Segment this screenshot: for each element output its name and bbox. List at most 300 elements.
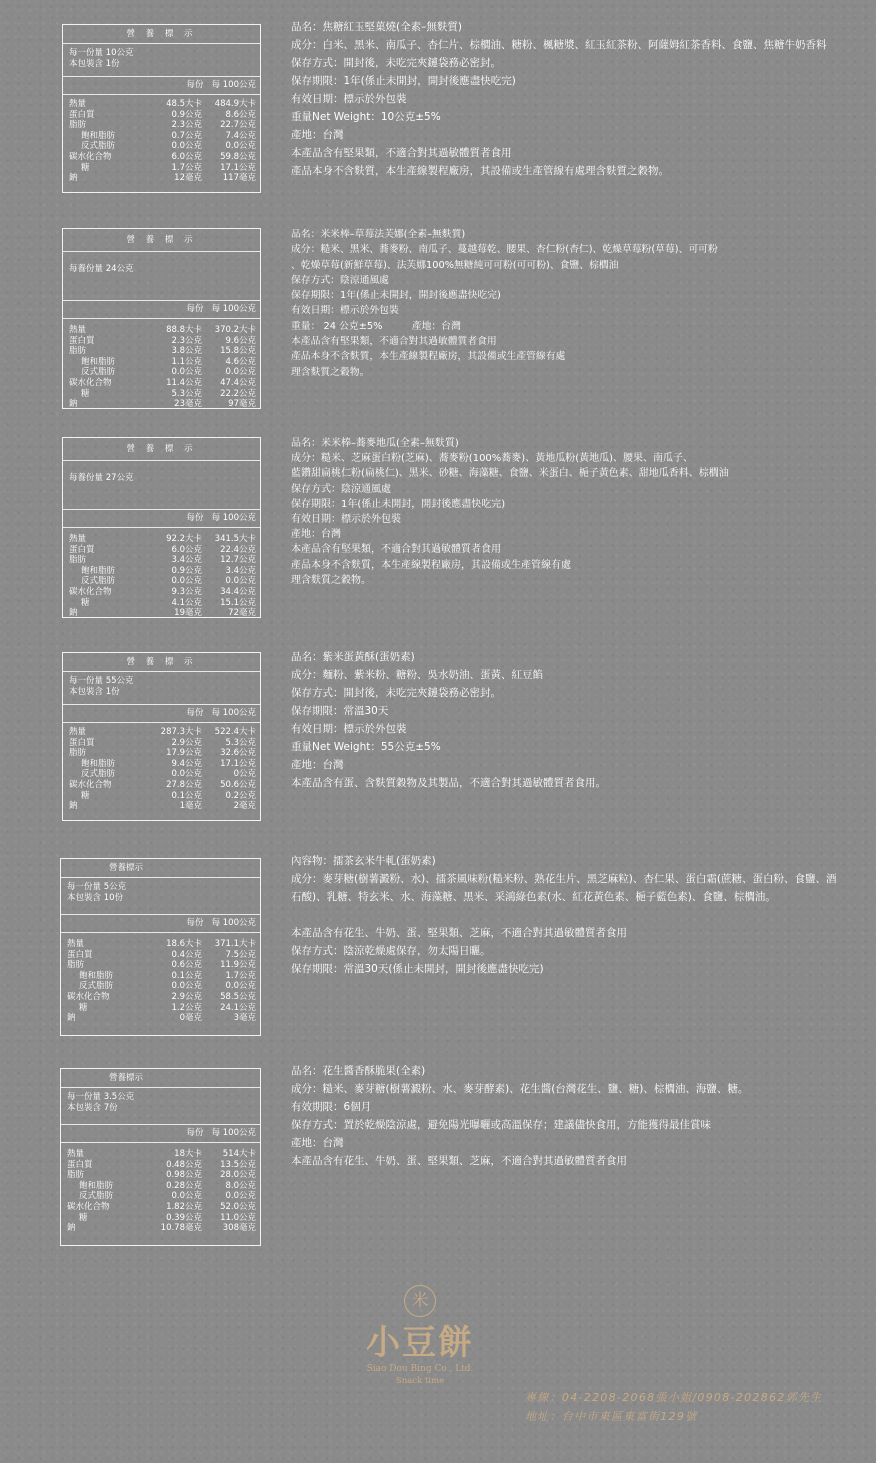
description-line: 品名：花生醬香酥脆果(全素): [291, 1065, 426, 1077]
nutrient-per-100g: 0.0公克: [225, 367, 256, 378]
serving-size: 每養份量 27公克: [69, 473, 134, 483]
nutrient-per-serving: 0.28公克: [166, 1180, 202, 1191]
nutrient-name: 糖: [79, 1212, 88, 1223]
nutrition-label: [62, 228, 261, 409]
nutrition-row: [69, 163, 256, 174]
nutrient-per-serving: 88.8大卡: [166, 325, 202, 335]
nutrition-row: [69, 545, 256, 556]
nutrition-row: [67, 1170, 256, 1181]
nutrient-per-serving: 0.48公克: [166, 1159, 202, 1170]
nutrient-per-serving: 23毫克: [174, 399, 202, 410]
nutrient-name: 反式脂肪: [81, 141, 116, 152]
nutrition-serving: [61, 1088, 260, 1125]
nutrient-name: 飽和脂肪: [81, 356, 116, 367]
nutrient-name: 糖: [79, 1002, 88, 1013]
nutrition-row: [69, 110, 256, 121]
nutrition-row: [69, 759, 256, 770]
nutrient-per-100g: 3毫克: [233, 1013, 256, 1024]
brand-tagline: Snack time: [395, 1376, 445, 1386]
nutrient-name: 蛋白質: [69, 109, 95, 120]
description-line: 成分：糙米、芝麻蛋白粉(芝麻)、蕎麥粉(100%蕎麥)、黃地瓜粉(黃地瓜)、腰果、南瓜子、: [291, 453, 693, 465]
nutrient-name: 鈉: [69, 801, 78, 812]
nutrient-name: 反式脂肪: [81, 576, 116, 587]
product-description: [291, 227, 861, 380]
nutrition-rows: [61, 933, 260, 1027]
nutrient-per-100g: 308毫克: [222, 1223, 256, 1234]
nutrition-row: [67, 1191, 256, 1202]
nutrient-per-serving: 0.1公克: [171, 790, 202, 801]
nutrient-name: 碳水化合物: [67, 1201, 110, 1212]
nutrition-row: [69, 367, 256, 378]
nutrient-per-serving: 0.0公克: [171, 576, 202, 587]
nutrient-per-100g: 24.1公克: [220, 1002, 256, 1013]
nutrient-name: 鈉: [69, 173, 78, 184]
nutrient-name: 脂肪: [69, 346, 87, 357]
nutrient-per-100g: 12.7公克: [220, 555, 256, 566]
nutrition-row: [69, 566, 256, 577]
nutrient-name: 蛋白質: [69, 737, 95, 748]
nutrient-per-100g: 117毫克: [222, 173, 256, 184]
nutrition-title: 營 養 標 示: [63, 229, 260, 252]
nutrition-serving: [63, 44, 260, 77]
nutrient-per-100g: 7.5公克: [225, 949, 256, 960]
nutrient-per-serving: 0.0公克: [171, 367, 202, 378]
col-per-100g: 每 100公克: [211, 304, 256, 314]
nutrition-header: [63, 301, 260, 319]
brand-english-name: Siao Dou Bing Co., Ltd.: [366, 1364, 474, 1374]
col-per-100g: 每 100公克: [211, 80, 256, 90]
nutrient-name: 反式脂肪: [81, 769, 116, 780]
nutrient-name: 反式脂肪: [79, 981, 114, 992]
nutrient-name: 蛋白質: [67, 1159, 93, 1170]
brand-name: 小豆餅: [366, 1323, 474, 1363]
col-per-100g: 每 100公克: [211, 513, 256, 523]
nutrient-per-serving: 3.8公克: [171, 346, 202, 357]
col-per-serving: 每份: [186, 513, 204, 523]
nutrition-row: [69, 534, 256, 545]
description-line: 產品本身不含麩質，本生產線製程廠房，其設備或生產管線有處: [291, 559, 571, 571]
nutrient-per-100g: 0.2公克: [225, 790, 256, 801]
contact-address: 地址：台中市東區東富街129號: [525, 1410, 698, 1423]
nutrient-per-100g: 17.1公克: [220, 758, 256, 769]
nutrient-name: 碳水化合物: [67, 991, 110, 1002]
nutrient-per-100g: 34.4公克: [220, 586, 256, 597]
nutrition-row: [69, 576, 256, 587]
nutrition-row: [67, 1213, 256, 1224]
nutrition-row: [69, 598, 256, 609]
nutrient-per-100g: 50.6公克: [220, 779, 256, 790]
servings-per-package: 本包裝含 1份: [69, 59, 120, 69]
col-per-100g: 每 100公克: [211, 1128, 256, 1138]
nutrient-per-serving: 0.7公克: [171, 130, 202, 141]
description-line: 成分：糙米、麥芽糖(樹薯澱粉、水、麥芽酵素)、花生醬(台灣花生、鹽、糖)、棕櫚油、海鹽、糖。: [291, 1083, 749, 1095]
nutrient-per-100g: 1.7公克: [225, 970, 256, 981]
nutrient-per-serving: 287.3大卡: [160, 727, 202, 737]
nutrient-per-serving: 1.2公克: [171, 1002, 202, 1013]
nutrient-per-100g: 7.4公克: [225, 130, 256, 141]
description-line: 品名：米米棒–蕎麥地瓜(全素–無麩質): [291, 438, 459, 449]
nutrition-row: [69, 608, 256, 619]
description-line: 重量： 24 公克±5% 產地：台灣: [291, 320, 461, 332]
nutrient-name: 熱量: [69, 325, 87, 335]
product-description: [291, 852, 861, 978]
nutrition-row: [67, 950, 256, 961]
description-line: 重量Net Weight：10公克±5%: [291, 111, 441, 123]
description-line: 成分：糙米、黑米、蕎麥粉、南瓜子、蔓越莓乾、腰果、杏仁粉(杏仁)、乾燥草莓粉(草莓)、可可粉: [291, 244, 718, 256]
col-per-serving: 每份: [186, 708, 204, 718]
nutrient-per-serving: 1毫克: [179, 801, 202, 812]
description-line: 保存期限：常溫30天(係止未開封，開封後應盡快吃完): [291, 963, 544, 975]
description-line: 保存期限：1年(係止未開封，開封後應盡快吃完): [291, 290, 501, 302]
nutrient-name: 脂肪: [67, 960, 85, 971]
description-line: 保存期限：1年(係止未開封，開封後應盡快吃完): [291, 498, 506, 510]
nutrient-name: 飽和脂肪: [81, 565, 116, 576]
brand-logo: [345, 1285, 495, 1387]
nutrient-per-100g: 15.8公克: [220, 346, 256, 357]
nutrient-per-serving: 6.0公克: [171, 544, 202, 555]
nutrition-row: [69, 173, 256, 184]
description-line: 品名：紫米蛋黃酥(蛋奶素): [291, 651, 415, 663]
description-line: 有效期限：6個月: [291, 1101, 372, 1113]
nutrition-title: 營 養 標 示: [63, 25, 260, 44]
nutrient-per-100g: 58.5公克: [220, 991, 256, 1002]
nutrient-per-serving: 19毫克: [174, 608, 202, 619]
nutrient-per-serving: 2.3公克: [171, 335, 202, 346]
col-per-serving: 每份: [186, 80, 204, 90]
nutrition-row: [67, 939, 256, 950]
nutrition-header: [63, 510, 260, 528]
nutrition-row: [69, 346, 256, 357]
nutrient-name: 飽和脂肪: [79, 1180, 114, 1191]
nutrient-per-serving: 0.0公克: [171, 981, 202, 992]
col-per-serving: 每份: [186, 304, 204, 314]
nutrient-per-serving: 0.9公克: [171, 109, 202, 120]
nutrition-row: [67, 1149, 256, 1160]
nutrient-name: 鈉: [69, 399, 78, 410]
nutrition-serving: [63, 461, 260, 510]
description-line: 石酸)、乳糖、特玄米、水、海藻糖、黑米、采鴻綠色素(水、紅花黃色素、梔子藍色素)、食鹽、棕櫚油。: [291, 891, 776, 903]
description-line: 本產品含有蛋、含麩質穀物及其製品，不適合對其過敏體質者食用。: [291, 777, 606, 789]
nutrient-name: 鈉: [67, 1013, 76, 1024]
description-line: 本產品含有堅果類，不適合對其過敏體質者食用: [291, 147, 512, 159]
nutrient-per-100g: 484.9大卡: [214, 99, 256, 109]
nutrient-per-100g: 13.5公克: [220, 1159, 256, 1170]
col-per-100g: 每 100公克: [211, 918, 256, 928]
description-line: 內容物：擂茶玄米牛軋(蛋奶素): [291, 855, 436, 867]
nutrition-row: [69, 389, 256, 400]
servings-per-package: 本包裝含 10份: [67, 893, 124, 903]
nutrition-row: [67, 1003, 256, 1014]
nutrient-per-serving: 9.4公克: [171, 758, 202, 769]
nutrient-name: 糖: [81, 597, 90, 608]
nutrient-name: 飽和脂肪: [79, 970, 114, 981]
nutrient-name: 熱量: [67, 1149, 85, 1159]
nutrient-name: 糖: [81, 388, 90, 399]
description-line: 產品本身不含麩質，本生產線製程廠房，其設備或生產管線有處理含麩質之穀物。: [291, 165, 669, 177]
nutrition-row: [69, 131, 256, 142]
description-line: 保存方式：開封後，未吃完夾鏈袋務必密封。: [291, 57, 501, 69]
nutrition-rows: [63, 319, 260, 413]
nutrient-per-100g: 52.0公克: [220, 1201, 256, 1212]
description-line: 產地：台灣: [291, 529, 341, 541]
nutrition-row: [69, 791, 256, 802]
nutrient-per-serving: 4.1公克: [171, 597, 202, 608]
nutrient-per-serving: 0.6公克: [171, 960, 202, 971]
nutrient-per-serving: 0.0公克: [171, 141, 202, 152]
nutrition-row: [67, 992, 256, 1003]
nutrition-rows: [61, 1143, 260, 1237]
nutrient-per-100g: 72毫克: [228, 608, 256, 619]
nutrient-name: 脂肪: [69, 555, 87, 566]
description-line: 品名：焦糖紅玉堅菓燒(全素–無麩質): [291, 21, 462, 33]
description-line: 藍鑽甜扁桃仁粉(扁桃仁)、黑米、砂糖、海藻糖、食鹽、米蛋白、梔子黃色素、甜地瓜香料、棕櫚油: [291, 468, 729, 480]
description-line: 本產品含有堅果類，不適合對其過敏體質者食用: [291, 336, 497, 348]
nutrient-name: 熱量: [69, 727, 87, 737]
nutrient-per-serving: 18大卡: [174, 1149, 202, 1159]
nutrient-name: 鈉: [67, 1223, 76, 1234]
nutrition-title: 營 養 標 示: [63, 653, 260, 672]
nutrient-name: 碳水化合物: [69, 377, 112, 388]
nutrient-name: 熱量: [67, 939, 85, 949]
nutrient-name: 脂肪: [67, 1170, 85, 1181]
nutrient-per-100g: 22.2公克: [220, 388, 256, 399]
product-description: [291, 436, 861, 588]
nutrition-row: [67, 1181, 256, 1192]
description-line: 產地：台灣: [291, 759, 344, 771]
nutrition-rows: [63, 723, 260, 815]
description-line: 本產品含有堅果類，不適合對其過敏體質者食用: [291, 544, 501, 556]
nutrient-per-100g: 514大卡: [222, 1149, 256, 1159]
nutrient-name: 鈉: [69, 608, 78, 619]
nutrition-row: [69, 727, 256, 738]
nutrient-per-100g: 0.0公克: [225, 576, 256, 587]
nutrient-name: 脂肪: [69, 120, 87, 131]
description-line: 保存期限：1年(係止未開封，開封後應盡快吃完): [291, 75, 516, 87]
nutrient-per-100g: 341.5大卡: [214, 534, 256, 544]
description-line: 保存方式：陰涼通風處: [291, 483, 391, 495]
nutrition-label: [62, 652, 261, 821]
nutrient-name: 熱量: [69, 534, 87, 544]
nutrient-name: 糖: [81, 162, 90, 173]
nutrient-per-serving: 0.0公克: [171, 769, 202, 780]
nutrition-row: [67, 1160, 256, 1171]
nutrition-row: [69, 141, 256, 152]
nutrient-per-serving: 0.0公克: [171, 1191, 202, 1202]
description-line: 有效日期：標示於外包裝: [291, 305, 399, 317]
nutrient-per-100g: 522.4大卡: [214, 727, 256, 737]
nutrition-row: [69, 152, 256, 163]
description-line: 保存方式：陰涼乾燥處保存，勿太陽日曬。: [291, 945, 491, 957]
nutrition-row: [69, 378, 256, 389]
nutrient-name: 碳水化合物: [69, 151, 112, 162]
nutrient-name: 蛋白質: [69, 544, 95, 555]
description-line: 產地：台灣: [291, 129, 344, 141]
nutrition-row: [67, 981, 256, 992]
serving-size: 每一份量 55公克: [69, 676, 134, 686]
nutrient-per-100g: 59.8公克: [220, 151, 256, 162]
description-line: 成分：白米、黑米、南瓜子、杏仁片、棕櫚油、糖粉、楓糖漿、紅玉紅茶粉、阿薩姆紅茶香料、食鹽、焦糖牛奶香料: [291, 39, 827, 51]
description-line: 保存方式：陰涼通風處: [291, 274, 389, 286]
nutrient-per-100g: 0.0公克: [225, 141, 256, 152]
nutrient-per-serving: 92.2大卡: [166, 534, 202, 544]
nutrition-row: [67, 1202, 256, 1213]
nutrition-row: [67, 971, 256, 982]
nutrition-rows: [63, 528, 260, 622]
nutrition-row: [69, 738, 256, 749]
nutrition-row: [69, 555, 256, 566]
nutrition-title: 營 養 標 示: [63, 438, 260, 461]
description-line: 保存方式：置於乾燥陰涼處，避免陽光曝曬或高溫保存；建議儘快食用，方能獲得最佳賞味: [291, 1119, 711, 1131]
nutrition-row: [69, 120, 256, 131]
nutrition-row: [67, 960, 256, 971]
nutrient-per-100g: 28.0公克: [220, 1170, 256, 1181]
description-line: 有效日期：標示於外包裝: [291, 93, 407, 105]
nutrition-row: [69, 99, 256, 110]
description-line: 有效日期：標示於外包裝: [291, 723, 407, 735]
col-per-serving: 每份: [186, 1128, 204, 1138]
nutrient-per-serving: 18.6大卡: [166, 939, 202, 949]
nutrient-per-100g: 17.1公克: [220, 162, 256, 173]
nutrient-per-100g: 22.7公克: [220, 120, 256, 131]
nutrient-per-100g: 11.0公克: [220, 1212, 256, 1223]
description-line: 理含麩質之穀物。: [291, 574, 371, 586]
nutrition-rows: [63, 95, 260, 187]
nutrition-header: [63, 77, 260, 95]
description-line: 、乾燥草莓(新鮮草莓)、法芙娜100%無糖純可可粉(可可粉)、食鹽、棕櫚油: [291, 259, 619, 271]
servings-per-package: 本包裝含 7份: [67, 1103, 118, 1113]
nutrient-per-serving: 10.78毫克: [160, 1223, 202, 1234]
nutrient-name: 飽和脂肪: [81, 130, 116, 141]
description-line: 產地：台灣: [291, 1137, 344, 1149]
nutrient-per-serving: 11.4公克: [166, 377, 202, 388]
nutrient-per-serving: 3.4公克: [171, 555, 202, 566]
nutrient-per-100g: 0公克: [233, 769, 256, 780]
nutrient-per-serving: 0.1公克: [171, 970, 202, 981]
nutrient-per-100g: 4.6公克: [225, 356, 256, 367]
contact-info: [525, 1388, 822, 1426]
serving-size: 每養份量 24公克: [69, 264, 134, 274]
description-line: 理含麩質之穀物。: [291, 366, 370, 378]
nutrient-per-100g: 3.4公克: [225, 565, 256, 576]
nutrient-name: 蛋白質: [67, 949, 93, 960]
nutrition-row: [69, 748, 256, 759]
nutrition-label: [62, 24, 261, 193]
nutrient-per-serving: 48.5大卡: [166, 99, 202, 109]
description-line: 本產品含有花生、牛奶、蛋、堅果類、芝麻，不適合對其過敏體質者食用: [291, 1155, 627, 1167]
nutrition-label: [62, 437, 261, 618]
servings-per-package: 本包裝含 1份: [69, 687, 120, 697]
nutrient-per-serving: 1.7公克: [171, 162, 202, 173]
serving-size: 每一份量 10公克: [69, 48, 134, 58]
nutrient-per-serving: 2.3公克: [171, 120, 202, 131]
nutrition-label: [60, 858, 261, 1036]
nutrition-row: [67, 1223, 256, 1234]
nutrient-name: 脂肪: [69, 748, 87, 759]
nutrient-per-100g: 8.6公克: [225, 109, 256, 120]
nutrient-name: 熱量: [69, 99, 87, 109]
description-line: 成分：麵粉、紫米粉、糖粉、吳水奶油、蛋黃、紅豆餡: [291, 669, 543, 681]
nutrient-per-serving: 12毫克: [174, 173, 202, 184]
nutrient-per-100g: 0.0公克: [225, 1191, 256, 1202]
nutrient-name: 飽和脂肪: [81, 758, 116, 769]
nutrient-name: 反式脂肪: [81, 367, 116, 378]
nutrient-per-serving: 5.3公克: [171, 388, 202, 399]
nutrient-per-100g: 11.9公克: [220, 960, 256, 971]
nutrient-per-serving: 2.9公克: [171, 991, 202, 1002]
nutrient-per-serving: 2.9公克: [171, 737, 202, 748]
nutrition-header: [61, 915, 260, 933]
nutrient-per-100g: 97毫克: [228, 399, 256, 410]
nutrition-serving: [63, 252, 260, 301]
nutrition-row: [69, 587, 256, 598]
nutrient-per-serving: 1.82公克: [166, 1201, 202, 1212]
nutrient-per-serving: 0毫克: [179, 1013, 202, 1024]
nutrition-row: [69, 336, 256, 347]
nutrient-per-serving: 17.9公克: [166, 748, 202, 759]
product-description: [291, 648, 861, 792]
nutrition-header: [61, 1125, 260, 1143]
nutrient-per-serving: 0.9公克: [171, 565, 202, 576]
description-line: 本產品含有花生、牛奶、蛋、堅果類、芝麻，不適合對其過敏體質者食用: [291, 927, 627, 939]
col-per-100g: 每 100公克: [211, 708, 256, 718]
nutrition-row: [67, 1013, 256, 1024]
description-line: 保存期限：常溫30天: [291, 705, 389, 717]
nutrition-label: [60, 1068, 261, 1246]
nutrient-name: 碳水化合物: [69, 586, 112, 597]
nutrition-row: [69, 325, 256, 336]
nutrient-per-serving: 27.8公克: [166, 779, 202, 790]
nutrient-per-serving: 0.39公克: [166, 1212, 202, 1223]
nutrient-per-serving: 1.1公克: [171, 356, 202, 367]
description-line: 品名：米米棒–草莓法芙娜(全素–無麩質): [291, 229, 466, 240]
description-line: 保存方式：開封後，未吃完夾鏈袋務必密封。: [291, 687, 501, 699]
nutrition-serving: [63, 672, 260, 705]
nutrition-header: [63, 705, 260, 723]
product-description: [291, 1062, 861, 1170]
nutrient-name: 糖: [81, 790, 90, 801]
nutrition-row: [69, 769, 256, 780]
nutrient-per-100g: 0.0公克: [225, 981, 256, 992]
nutrient-per-100g: 22.4公克: [220, 544, 256, 555]
nutrient-per-100g: 370.2大卡: [214, 325, 256, 335]
description-line: [291, 906, 861, 924]
description-line: 重量Net Weight：55公克±5%: [291, 741, 441, 753]
nutrition-title: 營養標示: [61, 1069, 260, 1088]
nutrient-per-100g: 47.4公克: [220, 377, 256, 388]
description-line: 產品本身不含麩質，本生產線製程廠房，其設備或生產管線有處: [291, 351, 566, 363]
nutrition-row: [69, 801, 256, 812]
nutrition-row: [69, 357, 256, 368]
col-per-serving: 每份: [186, 918, 204, 928]
nutrition-row: [69, 780, 256, 791]
contact-phone: 專線：04-2208-2068張小姐/0908-202862郭先生: [525, 1391, 823, 1404]
nutrient-per-100g: 5.3公克: [225, 737, 256, 748]
nutrient-name: 反式脂肪: [79, 1191, 114, 1202]
nutrition-serving: [61, 878, 260, 915]
nutrient-per-100g: 2毫克: [233, 801, 256, 812]
brand-mark-icon: 米: [404, 1285, 436, 1317]
nutrient-per-serving: 9.3公克: [171, 586, 202, 597]
nutrient-per-100g: 32.6公克: [220, 748, 256, 759]
nutrient-per-serving: 0.4公克: [171, 949, 202, 960]
nutrition-title: 營養標示: [61, 859, 260, 878]
serving-size: 每一份量 5公克: [67, 882, 127, 892]
nutrient-per-serving: 6.0公克: [171, 151, 202, 162]
nutrient-name: 碳水化合物: [69, 779, 112, 790]
nutrient-per-100g: 371.1大卡: [214, 939, 256, 949]
description-line: 有效日期：標示於外包裝: [291, 513, 401, 525]
description-line: 成分：麥芽糖(樹薯澱粉、水)、擂茶風味粉(糙米粉、熟花生片、黑芝麻粒)、杏仁果、蛋白霜(蔗糖、蛋白粉、食鹽、酒: [291, 873, 837, 885]
